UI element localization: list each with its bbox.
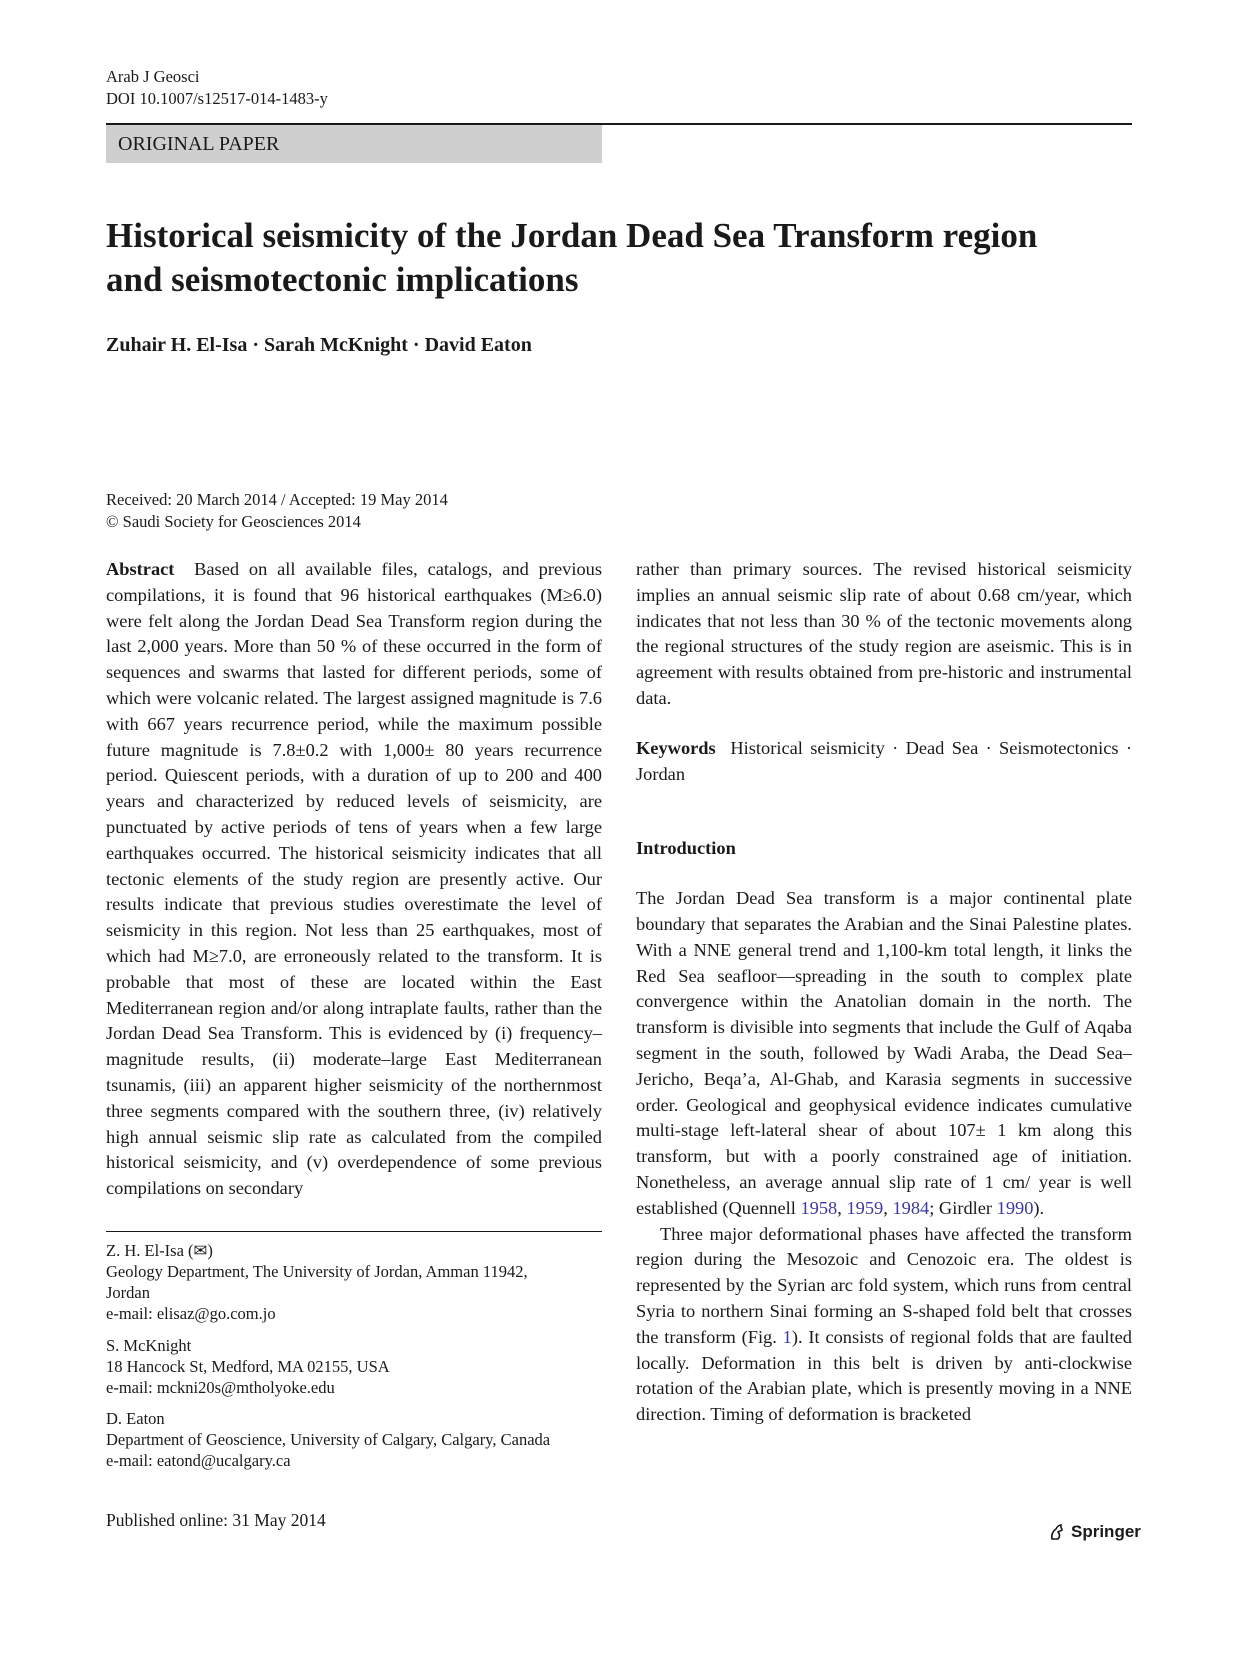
- introduction-paragraph-2: Three major deformational phases have affected the transform region during the Mesozoic and Cenozoic era. The oldest is represented by the Syrian arc fold system, which runs from central Syria to northern Sinai forming an S-shaped fold belt that crosses the transform (Fig. 1). It consists of regional folds that are faulted locally. Deformation in this belt is driven by anti-clockwise rotation of the Arabian plate, which is presently moving in a NNE direction. Timing of deformation is bracketed: [636, 1223, 1132, 1425]
- keywords-text: Historical seismicity · Dead Sea · Seismotectonics · Jordan: [636, 737, 1133, 784]
- citation-link[interactable]: 1958: [800, 1197, 838, 1218]
- affiliation-eaton: [106, 1408, 602, 1471]
- figure-link[interactable]: 1: [782, 1326, 792, 1347]
- keywords-label: Keywords: [636, 737, 716, 758]
- affiliation-email[interactable]: e-mail: eatond@ucalgary.ca: [106, 1451, 291, 1470]
- author-list: Zuhair H. El-Isa · Sarah McKnight · David Eaton: [106, 334, 532, 356]
- affiliation-mcknight: [106, 1335, 602, 1398]
- title-line-1: Historical seismicity of the Jordan Dead Sea Transform region: [106, 216, 1038, 255]
- article-dates: [106, 489, 448, 533]
- affiliation-email[interactable]: e-mail: mckni20s@mtholyoke.edu: [106, 1378, 335, 1397]
- introduction-heading: Introduction: [636, 838, 736, 859]
- article-type-banner: ORIGINAL PAPER: [106, 125, 602, 163]
- citation-link[interactable]: 1984: [892, 1197, 930, 1218]
- abstract: [106, 557, 602, 1202]
- doi[interactable]: DOI 10.1007/s12517-014-1483-y: [106, 89, 328, 108]
- footnote-rule: [106, 1231, 602, 1232]
- right-column: [636, 557, 1132, 1428]
- title-line-2: and seismotectonic implications: [106, 260, 579, 299]
- abstract-continuation: rather than primary sources. The revised historical seismicity implies an annual seismic slip rate of about 0.68 cm/year, which indicates that not less than 30 % of the tectonic movements along the regional structures of the study region are aseismic. This is in agreement with results obtained from pre-historic and instrumental data.: [636, 559, 1132, 708]
- paper-title: [106, 214, 1132, 302]
- citation-link[interactable]: 1990: [996, 1197, 1034, 1218]
- abstract-label: Abstract: [106, 559, 175, 579]
- springer-horse-icon: [1047, 1522, 1067, 1542]
- publisher-name: Springer: [1071, 1522, 1141, 1541]
- journal-name: Arab J Geosci: [106, 67, 200, 86]
- received-accepted: Received: 20 March 2014 / Accepted: 19 May 2014: [106, 490, 448, 509]
- affiliation-name: Z. H. El-Isa (✉): [106, 1241, 213, 1260]
- affiliation-name: D. Eaton: [106, 1409, 165, 1428]
- affiliation-el-isa: [106, 1240, 602, 1324]
- citation-link[interactable]: 1959: [846, 1197, 884, 1218]
- affiliation-address: Geology Department, The University of Jordan, Amman 11942,: [106, 1262, 528, 1281]
- published-online: Published online: 31 May 2014: [106, 1510, 326, 1530]
- abstract-text: Based on all available files, catalogs, and previous compilations, it is found that 96 historical earthquakes (M≥6.0) were felt along the Jordan Dead Sea Transform region during the last 2,000 years. More than 50 % of these occurred in the form of sequences and swarms that lasted for different periods, some of which were volcanic related. The largest assigned magnitude is 7.6 with 667 years recurrence period, while the maximum possible future magnitude is 7.8±0.2 with 1,000± 80 years recurrence period. Quiescent periods, with a duration of up to 200 and 400 years and characterized by reduced levels of seismicity, are punctuated by active periods of tens of years when a few large earthquakes occurred. The historical seismicity indicates that all tectonic elements of the study region are presently active. Our results indicate that previous studies overestimate the level of seismicity in this region. Not less than 25 earthquakes, most of which had M≥7.0, are erroneously related to the transform. It is probable that most of these are located within the East Mediterranean region and/or along intraplate faults, rather than the Jordan Dead Sea Transform. This is evidenced by (i) frequency–magnitude results, (ii) moderate–large East Mediterranean tsunamis, (iii) an apparent higher seismicity of the northernmost three segments compared with the southern three, (iv) relatively high annual seismic slip rate as calculated from the compiled historical seismicity, and (v) overdependence of some previous compilations on secondary: [106, 559, 602, 1199]
- introduction-paragraph-1: The Jordan Dead Sea transform is a major continental plate boundary that separates the Arabian and the Sinai Palestine plates. With a NNE general trend and 1,100-km total length, it links the Red Sea seafloor—spreading in the south to complex plate convergence within the Anatolian domain in the north. The transform is divisible into segments that include the Gulf of Aqaba segment in the south, followed by Wadi Araba, the Dead Sea–Jericho, Beqa’a, Al-Ghab, and Karasia segments in successive order. Geological and geophysical evidence indicates cumulative multi-stage left-lateral shear of about 107± 1 km along this transform, but with a poorly constrained age of initiation. Nonetheless, an average annual slip rate of 1 cm/ year is well established (Quennell 1958, 1959, 1984; Girdler 1990).: [636, 888, 1132, 1218]
- abstract-column: [106, 557, 602, 1202]
- journal-header: [106, 66, 328, 110]
- affiliation-address: 18 Hancock St, Medford, MA 02155, USA: [106, 1357, 390, 1376]
- affiliation-email[interactable]: e-mail: elisaz@go.com.jo: [106, 1304, 276, 1323]
- publisher-logo: [1047, 1522, 1141, 1542]
- affiliation-name: S. McKnight: [106, 1336, 192, 1355]
- affiliation-address: Department of Geoscience, University of Calgary, Calgary, Canada: [106, 1430, 551, 1449]
- copyright: © Saudi Society for Geosciences 2014: [106, 512, 361, 531]
- keywords: [636, 736, 1132, 788]
- affiliation-address: Jordan: [106, 1283, 150, 1302]
